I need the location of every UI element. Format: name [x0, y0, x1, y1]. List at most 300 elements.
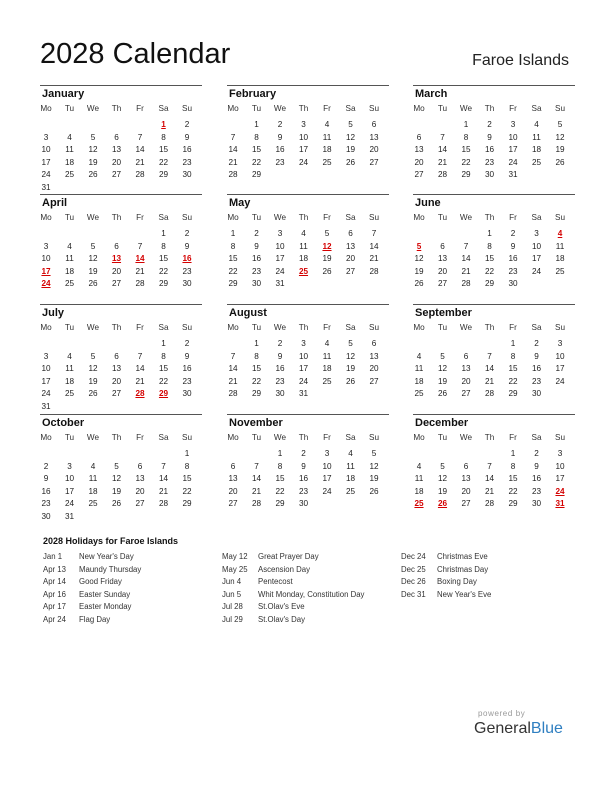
- holiday-item: [43, 577, 122, 587]
- weekday-header: Sa: [345, 213, 356, 222]
- day-cell: 25: [414, 389, 424, 398]
- day-cell: 15: [158, 364, 169, 373]
- weekday-header: We: [273, 323, 287, 332]
- day-cell: 8: [254, 132, 259, 142]
- weekday-header: Sa: [345, 323, 356, 332]
- day-cell: 15: [251, 364, 262, 373]
- day-cell: 6: [371, 120, 377, 129]
- weekday-header: Th: [484, 213, 495, 222]
- day-cell: 3: [301, 339, 306, 348]
- day-cell: 29: [275, 499, 285, 508]
- day-cell: 28: [135, 279, 145, 288]
- weekday-header: Mo: [227, 213, 239, 222]
- day-cell: 28: [228, 170, 238, 179]
- month-divider: [40, 194, 202, 195]
- holiday-item: [222, 615, 305, 625]
- day-cell: 27: [461, 389, 471, 398]
- day-cell: 1: [510, 339, 516, 348]
- day-cell: 27: [111, 389, 122, 398]
- holiday-date: Jun 5: [222, 589, 242, 599]
- day-cell: 31: [275, 279, 285, 288]
- holiday-day-cell: 31: [555, 499, 565, 508]
- holiday-name: St.Olav's Eve: [258, 602, 305, 611]
- day-cell: 28: [228, 389, 238, 398]
- day-cell: 28: [484, 499, 495, 508]
- day-cell: 28: [461, 279, 471, 288]
- weekday-header: Th: [484, 433, 495, 442]
- day-cell: 1: [230, 229, 236, 238]
- holiday-day-cell: 28: [135, 389, 145, 398]
- day-cell: 14: [437, 145, 448, 154]
- holiday-name: Boxing Day: [437, 577, 477, 586]
- day-cell: 27: [135, 499, 145, 508]
- day-cell: 6: [463, 461, 469, 471]
- day-cell: 21: [158, 486, 169, 496]
- day-cell: 13: [437, 254, 448, 263]
- day-cell: 12: [88, 145, 98, 154]
- day-cell: 18: [88, 486, 98, 496]
- holiday-item: [43, 565, 141, 575]
- weekday-header: Sa: [158, 323, 169, 332]
- day-cell: 9: [184, 351, 190, 361]
- day-cell: 2: [254, 229, 259, 238]
- day-cell: 21: [135, 376, 145, 386]
- weekday-header: Sa: [531, 213, 542, 222]
- day-cell: 11: [65, 364, 74, 373]
- day-cell: 8: [230, 241, 236, 251]
- day-cell: 3: [510, 120, 516, 129]
- holiday-item: [43, 590, 130, 600]
- holiday-day-cell: 5: [416, 241, 422, 251]
- day-cell: 24: [322, 486, 332, 496]
- day-cell: 13: [345, 241, 356, 251]
- day-cell: 24: [298, 376, 309, 386]
- day-cell: 22: [251, 376, 262, 386]
- day-cell: 15: [158, 145, 169, 154]
- holiday-date: Apr 17: [43, 602, 66, 611]
- month-name: November: [229, 417, 283, 429]
- day-cell: 13: [461, 474, 471, 483]
- day-cell: 8: [510, 351, 516, 361]
- weekday-header: Su: [554, 104, 565, 113]
- day-cell: 17: [41, 376, 51, 386]
- weekday-header: Fr: [136, 104, 144, 113]
- month-block: [413, 194, 575, 300]
- day-cell: 29: [251, 170, 262, 179]
- weekday-header: We: [459, 104, 473, 113]
- day-cell: 1: [184, 449, 190, 458]
- day-cell: 28: [158, 499, 169, 508]
- day-cell: 6: [463, 351, 469, 361]
- weekday-header: Su: [181, 104, 192, 113]
- day-cell: 5: [557, 120, 563, 129]
- day-cell: 19: [437, 376, 448, 386]
- day-cell: 23: [182, 157, 192, 167]
- day-cell: 13: [135, 474, 145, 483]
- day-cell: 15: [484, 254, 495, 263]
- day-cell: 23: [298, 486, 309, 496]
- day-cell: 26: [88, 279, 98, 288]
- day-cell: 25: [64, 389, 75, 398]
- weekday-header: Su: [368, 433, 379, 442]
- day-cell: 19: [414, 266, 424, 276]
- day-cell: 25: [64, 170, 75, 179]
- day-cell: 14: [135, 145, 145, 154]
- day-cell: 5: [371, 449, 377, 458]
- day-cell: 15: [508, 474, 518, 483]
- day-cell: 30: [531, 389, 542, 398]
- holiday-date: Jul 28: [222, 602, 243, 611]
- holiday-item: [222, 602, 305, 612]
- day-cell: 30: [251, 279, 262, 288]
- holiday-date: Jan 1: [43, 552, 63, 561]
- weekday-header: Tu: [64, 323, 75, 332]
- weekday-header: Mo: [413, 104, 425, 113]
- day-cell: 22: [508, 376, 518, 386]
- day-cell: 2: [43, 461, 49, 471]
- weekday-header: We: [86, 433, 100, 442]
- day-cell: 27: [228, 499, 238, 508]
- day-cell: 15: [461, 145, 471, 154]
- weekday-header: Th: [298, 433, 309, 442]
- day-cell: 25: [531, 157, 542, 167]
- day-cell: 21: [461, 266, 471, 276]
- day-cell: 6: [137, 461, 143, 471]
- day-cell: 29: [158, 279, 169, 288]
- day-cell: 9: [254, 241, 259, 251]
- day-cell: 31: [41, 401, 51, 411]
- day-cell: 7: [463, 241, 469, 251]
- holiday-day-cell: 17: [41, 266, 51, 276]
- day-cell: 4: [301, 229, 306, 238]
- day-cell: 22: [251, 157, 262, 167]
- month-name: March: [415, 88, 448, 100]
- day-cell: 20: [111, 376, 122, 386]
- day-cell: 10: [322, 461, 332, 471]
- day-cell: 20: [414, 157, 424, 167]
- day-cell: 6: [114, 351, 119, 361]
- weekday-header: Fr: [509, 213, 517, 222]
- day-cell: 13: [111, 364, 122, 373]
- day-cell: 9: [301, 461, 306, 471]
- month-block: [227, 414, 389, 520]
- day-cell: 17: [41, 157, 51, 167]
- holiday-item: [222, 590, 364, 600]
- day-cell: 10: [41, 364, 51, 373]
- day-cell: 18: [345, 474, 356, 483]
- day-cell: 5: [440, 461, 445, 471]
- holiday-day-cell: 25: [298, 266, 309, 276]
- holiday-date: Apr 14: [43, 577, 66, 586]
- day-cell: 22: [275, 486, 285, 496]
- holiday-day-cell: 13: [111, 254, 122, 263]
- holiday-item: [43, 602, 131, 612]
- day-cell: 4: [90, 461, 96, 471]
- holiday-name: Flag Day: [79, 614, 111, 624]
- day-cell: 2: [534, 449, 539, 458]
- day-cell: 7: [230, 132, 236, 142]
- day-cell: 25: [88, 499, 98, 508]
- day-cell: 31: [508, 170, 518, 179]
- holiday-date: Dec 24: [401, 552, 426, 561]
- day-cell: 13: [414, 145, 424, 154]
- day-cell: 31: [298, 389, 309, 398]
- day-cell: 11: [414, 364, 424, 373]
- day-cell: 23: [182, 376, 192, 386]
- day-cell: 23: [484, 157, 495, 167]
- month-divider: [413, 304, 575, 305]
- weekday-header: Th: [111, 323, 122, 332]
- day-cell: 23: [275, 157, 285, 167]
- weekday-header: Mo: [40, 104, 52, 113]
- day-cell: 7: [137, 132, 143, 142]
- day-cell: 18: [414, 486, 424, 496]
- weekday-header: We: [273, 433, 287, 442]
- month-block: [227, 194, 389, 300]
- day-cell: 8: [510, 461, 516, 471]
- holiday-date: Apr 24: [43, 614, 66, 624]
- weekday-header: Tu: [251, 433, 262, 442]
- day-cell: 21: [228, 376, 238, 386]
- day-cell: 8: [161, 241, 166, 251]
- day-cell: 3: [557, 339, 563, 348]
- brand-logo: [474, 720, 563, 738]
- day-cell: 2: [184, 229, 190, 238]
- day-cell: 27: [111, 170, 122, 179]
- day-cell: 29: [508, 499, 518, 508]
- day-cell: 26: [414, 279, 424, 288]
- weekday-header: We: [459, 323, 473, 332]
- day-cell: 6: [371, 339, 377, 348]
- holiday-name: Whit Monday, Constitution Day: [258, 589, 365, 599]
- weekday-header: Sa: [531, 323, 542, 332]
- day-cell: 10: [531, 241, 542, 251]
- month-divider: [227, 194, 389, 195]
- day-cell: 27: [369, 376, 379, 386]
- day-cell: 23: [531, 486, 542, 496]
- day-cell: 24: [531, 266, 542, 276]
- weekday-header: Tu: [64, 433, 75, 442]
- month-name: January: [42, 88, 85, 100]
- weekday-header: Mo: [413, 433, 425, 442]
- weekday-header: Mo: [40, 323, 52, 332]
- day-cell: 16: [531, 364, 542, 373]
- holiday-name: Easter Monday: [79, 602, 132, 611]
- weekday-header: Tu: [437, 433, 448, 442]
- day-cell: 28: [369, 266, 379, 276]
- weekday-header: Tu: [251, 323, 262, 332]
- day-cell: 19: [369, 474, 379, 483]
- weekday-header: Sa: [158, 104, 169, 113]
- day-cell: 22: [158, 376, 169, 386]
- day-cell: 20: [461, 376, 471, 386]
- day-cell: 18: [64, 376, 75, 386]
- day-cell: 13: [228, 474, 238, 483]
- weekday-header: Fr: [509, 323, 517, 332]
- day-cell: 20: [111, 157, 122, 167]
- day-cell: 26: [322, 266, 332, 276]
- day-cell: 12: [369, 461, 379, 471]
- day-cell: 23: [251, 266, 262, 276]
- weekday-header: Fr: [509, 433, 517, 442]
- day-cell: 12: [88, 364, 98, 373]
- day-cell: 4: [416, 461, 422, 471]
- month-name: April: [42, 197, 68, 209]
- day-cell: 12: [88, 254, 98, 263]
- page-title: 2028 Calendar: [40, 38, 231, 70]
- day-cell: 14: [484, 474, 495, 483]
- day-cell: 22: [182, 486, 192, 496]
- weekday-header: Fr: [323, 323, 331, 332]
- day-cell: 15: [508, 364, 518, 373]
- day-cell: 5: [90, 132, 96, 142]
- day-cell: 20: [345, 254, 356, 263]
- day-cell: 12: [111, 474, 122, 483]
- day-cell: 18: [414, 376, 424, 386]
- holiday-day-cell: 24: [41, 279, 51, 288]
- day-cell: 22: [508, 486, 518, 496]
- day-cell: 4: [67, 132, 72, 142]
- day-cell: 2: [301, 449, 306, 458]
- month-divider: [413, 85, 575, 86]
- day-cell: 2: [510, 229, 516, 238]
- holiday-date: Apr 13: [43, 564, 66, 574]
- month-name: February: [229, 88, 277, 100]
- holiday-name: New Year's Eve: [437, 589, 492, 599]
- day-cell: 28: [135, 170, 145, 179]
- day-cell: 13: [461, 364, 471, 373]
- day-cell: 21: [135, 266, 145, 276]
- month-block: [40, 414, 202, 520]
- day-cell: 8: [161, 351, 166, 361]
- day-cell: 19: [322, 254, 332, 263]
- day-cell: 5: [114, 461, 119, 471]
- day-cell: 12: [345, 132, 356, 142]
- day-cell: 25: [322, 376, 332, 386]
- holiday-item: [43, 552, 134, 562]
- day-cell: 14: [228, 145, 238, 154]
- holiday-date: Jul 29: [222, 614, 243, 624]
- day-cell: 19: [88, 376, 98, 386]
- weekday-header: Mo: [40, 213, 52, 222]
- day-cell: 14: [484, 364, 495, 373]
- day-cell: 2: [277, 120, 283, 129]
- day-cell: 28: [251, 499, 262, 508]
- day-cell: 17: [298, 145, 309, 154]
- day-cell: 8: [277, 461, 283, 471]
- day-cell: 8: [254, 351, 259, 361]
- weekday-header: Su: [554, 213, 565, 222]
- day-cell: 9: [510, 241, 516, 251]
- day-cell: 21: [437, 157, 448, 167]
- holiday-item: [222, 552, 319, 562]
- day-cell: 18: [64, 266, 75, 276]
- holiday-date: May 12: [222, 552, 248, 561]
- day-cell: 15: [182, 474, 192, 483]
- month-divider: [413, 414, 575, 415]
- day-cell: 2: [184, 120, 190, 129]
- day-cell: 27: [461, 499, 471, 508]
- day-cell: 24: [298, 157, 309, 167]
- weekday-header: Th: [298, 323, 309, 332]
- day-cell: 25: [345, 486, 356, 496]
- day-cell: 23: [275, 376, 285, 386]
- day-cell: 21: [228, 157, 238, 167]
- weekday-header: Th: [111, 213, 122, 222]
- holiday-name: Ascension Day: [258, 564, 311, 574]
- day-cell: 20: [369, 364, 379, 373]
- holiday-day-cell: 1: [161, 120, 166, 129]
- weekday-header: Su: [181, 213, 192, 222]
- day-cell: 7: [137, 351, 143, 361]
- day-cell: 5: [90, 351, 96, 361]
- day-cell: 20: [437, 266, 448, 276]
- day-cell: 19: [111, 486, 122, 496]
- day-cell: 27: [345, 266, 356, 276]
- day-cell: 2: [534, 339, 539, 348]
- month-divider: [40, 414, 202, 415]
- day-cell: 1: [254, 120, 259, 129]
- day-cell: 24: [41, 170, 51, 179]
- month-divider: [227, 85, 389, 86]
- day-cell: 16: [275, 145, 285, 154]
- day-cell: 9: [184, 132, 190, 142]
- day-cell: 7: [371, 229, 377, 238]
- day-cell: 14: [461, 254, 471, 263]
- day-cell: 11: [322, 132, 332, 142]
- day-cell: 27: [111, 279, 122, 288]
- holiday-item: [222, 577, 293, 587]
- weekday-header: We: [459, 213, 473, 222]
- month-block: [227, 304, 389, 410]
- day-cell: 4: [324, 120, 330, 129]
- day-cell: 21: [135, 157, 145, 167]
- day-cell: 30: [41, 511, 51, 521]
- day-cell: 4: [534, 120, 539, 129]
- day-cell: 17: [298, 364, 309, 373]
- holiday-name: Christmas Eve: [437, 552, 488, 561]
- weekday-header: We: [273, 104, 287, 113]
- day-cell: 3: [43, 351, 49, 361]
- day-cell: 16: [298, 474, 309, 483]
- weekday-header: Su: [554, 323, 565, 332]
- month-block: [40, 194, 202, 300]
- day-cell: 18: [322, 145, 332, 154]
- day-cell: 6: [230, 461, 236, 471]
- day-cell: 30: [182, 389, 192, 398]
- day-cell: 30: [275, 389, 285, 398]
- day-cell: 5: [324, 229, 330, 238]
- holiday-day-cell: 14: [135, 254, 145, 263]
- weekday-header: Fr: [136, 323, 144, 332]
- holiday-day-cell: 4: [557, 229, 563, 238]
- day-cell: 10: [555, 461, 565, 471]
- day-cell: 3: [43, 132, 49, 142]
- day-cell: 23: [531, 376, 542, 386]
- day-cell: 26: [369, 486, 379, 496]
- day-cell: 11: [414, 474, 424, 483]
- day-cell: 16: [182, 145, 192, 154]
- day-cell: 9: [277, 132, 283, 142]
- day-cell: 20: [111, 266, 122, 276]
- day-cell: 17: [64, 486, 75, 496]
- day-cell: 7: [440, 132, 445, 142]
- day-cell: 13: [369, 132, 379, 142]
- weekday-header: Fr: [323, 104, 331, 113]
- month-divider: [40, 85, 202, 86]
- day-cell: 9: [534, 461, 539, 471]
- holiday-item: [401, 565, 488, 575]
